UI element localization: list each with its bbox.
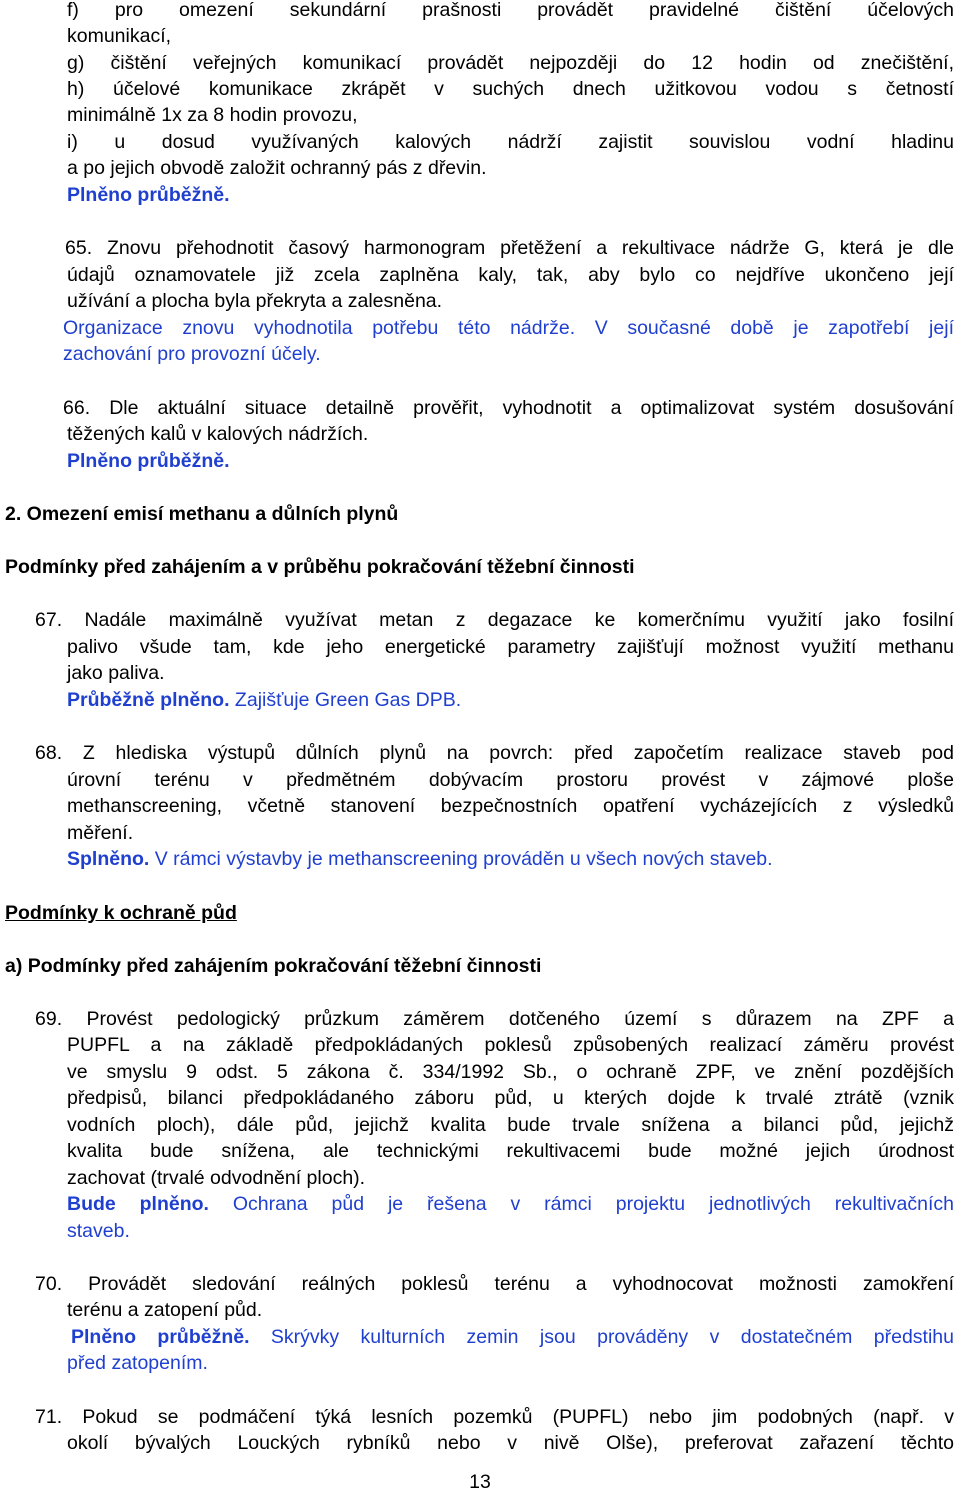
item-70-note-1: Skrývky kulturních zemin jsou prováděny v dostatečném předstihu: [249, 1326, 954, 1348]
soil-protection-subtitle: a) Podmínky před zahájením pokračování těžební činnosti: [5, 955, 542, 977]
item-69-note-1: Ochrana půd je řešena v rámci projektu jednotlivých rekultivačních: [208, 1193, 954, 1215]
item-69-text: Provést pedologický průzkum záměrem dotčeného území s důrazem na ZPF a: [86, 1008, 954, 1030]
item-66-line-2: těžených kalů v kalových nádržích.: [67, 423, 369, 445]
item-66-text: Dle aktuální situace detailně prověřit, vyhodnotit a optimalizovat systém dosušování: [109, 397, 954, 419]
item-67-status: Průběžně plněno.: [67, 689, 230, 711]
item-67-note: Zajišťuje Green Gas DPB.: [229, 689, 462, 711]
item-69-status: Bude plněno.: [67, 1193, 209, 1215]
item-68-line-1: [35, 740, 954, 767]
item-71-number: 71.: [35, 1406, 63, 1428]
condition-f-line-1: f) pro omezení sekundární prašnosti provádět pravidelné čištění účelových: [67, 0, 954, 21]
item-70-line-2: terénu a zatopení půd.: [67, 1299, 263, 1321]
item-70-status-line: [71, 1324, 954, 1351]
condition-g-line: g) čištění veřejných komunikací provádět nejpozději do 12 hodin od znečištění,: [67, 52, 954, 74]
item-65-line-3: užívání a plocha byla překryta a zalesněna.: [67, 290, 443, 312]
item-66-status: Plněno průběžně.: [67, 450, 230, 472]
item-68-status: Splněno.: [67, 848, 150, 870]
condition-h-line-1: h) účelové komunikace zkrápět v suchých dnech užitkovou vodou s četností: [67, 78, 954, 100]
item-65-line-2: údajů oznamovatele již zcela zaplněna kaly, tak, aby bylo co nejdříve ukončeno její: [67, 264, 954, 286]
item-68-line-2: úrovní terénu v předmětném dobývacím prostoru provést v zájmové ploše: [67, 769, 954, 791]
status-plneno-prubezne: Plněno průběžně.: [67, 184, 230, 206]
item-65-response-line-1: Organizace znovu vyhodnotila potřebu této nádrže. V současné době je zapotřebí její: [63, 317, 954, 339]
condition-f-line-2: komunikací,: [67, 25, 172, 47]
item-71-line-1: [35, 1404, 954, 1431]
item-65-line-1: [67, 235, 954, 262]
item-66-number: 66.: [63, 397, 91, 419]
item-69-line-5: vodních ploch), dále půd, jejichž kvalita bude trvale snížena a bilanci půd, jejichž: [67, 1114, 954, 1136]
item-71-text: Pokud se podmáčení týká lesních pozemků (PUPFL) nebo jim podobných (např. v: [82, 1406, 954, 1428]
item-69-number: 69.: [35, 1008, 63, 1030]
item-68-status-line: [67, 846, 954, 873]
item-68-number: 68.: [35, 742, 63, 764]
item-68-line-4: měření.: [67, 822, 134, 844]
item-65-number: 65.: [65, 237, 93, 259]
item-67-status-line: [67, 687, 954, 714]
item-69-status-line: [67, 1191, 954, 1218]
item-69-line-4: předpisů, bilanci předpokládaného záboru půd, u kterých dojde k trvalé ztrátě (vznik: [67, 1087, 954, 1109]
item-67-line-1: [35, 607, 954, 634]
condition-i-line-2: a po jejich obvodě založit ochranný pás z dřevin.: [67, 157, 487, 179]
soil-protection-title: Podmínky k ochraně půd: [5, 902, 237, 924]
item-70-number: 70.: [35, 1273, 63, 1295]
item-65-response-line-2: zachování pro provozní účely.: [63, 343, 321, 365]
section-2-subtitle: Podmínky před zahájením a v průběhu pokračování těžební činnosti: [5, 556, 635, 578]
section-2-title: 2. Omezení emisí methanu a důlních plynů: [5, 503, 399, 525]
item-70-note-line-2: před zatopením.: [67, 1352, 208, 1374]
condition-i-line-1: i) u dosud využívaných kalových nádrží zajistit souvislou vodní hladinu: [67, 131, 954, 153]
item-69-line-2: PUPFL a na základě předpokládaných poklesů způsobených realizací záměru provést: [67, 1034, 954, 1056]
item-69-line-3: ve smyslu 9 odst. 5 zákona č. 334/1992 Sb., o ochraně ZPF, ve znění pozdějších: [67, 1061, 954, 1083]
item-68-text: Z hlediska výstupů důlních plynů na povrch: před započetím realizace staveb pod: [82, 742, 954, 764]
page-number: 13: [469, 1471, 491, 1493]
condition-h-line-2: minimálně 1x za 8 hodin provozu,: [67, 104, 358, 126]
item-70-line-1: [35, 1271, 954, 1298]
item-65-text: Znovu přehodnotit časový harmonogram přetěžení a rekultivace nádrže G, která je dle: [106, 237, 954, 259]
item-67-line-2: palivo všude tam, kde jeho energetické parametry zajišťují možnost využití methanu: [67, 636, 954, 658]
item-68-line-3: methanscreening, včetně stanovení bezpečnostních opatření vycházejících z výsledků: [67, 795, 954, 817]
item-69-line-6: kvalita bude snížena, ale technickými rekultivacemi bude možné jejich úrodnost: [67, 1140, 954, 1162]
item-69-line-7: zachovat (trvalé odvodnění ploch).: [67, 1167, 366, 1189]
item-70-text: Provádět sledování reálných poklesů terénu a vyhodnocovat možnosti zamokření: [88, 1273, 954, 1295]
item-70-status: Plněno průběžně.: [71, 1326, 250, 1348]
item-69-note-line-2: staveb.: [67, 1220, 130, 1242]
item-67-line-3: jako paliva.: [67, 662, 165, 684]
item-69-line-1: [35, 1006, 954, 1033]
item-67-number: 67.: [35, 609, 63, 631]
item-66-line-1: [63, 395, 954, 422]
item-68-note: V rámci výstavby je methanscreening prováděn u všech nových staveb.: [149, 848, 773, 870]
item-71-line-2: okolí bývalých Louckých rybníků nebo v nivě Olše), preferovat zařazení těchto: [67, 1432, 954, 1454]
item-67-text: Nadále maximálně využívat metan z degazace ke komerčnímu využití jako fosilní: [84, 609, 954, 631]
